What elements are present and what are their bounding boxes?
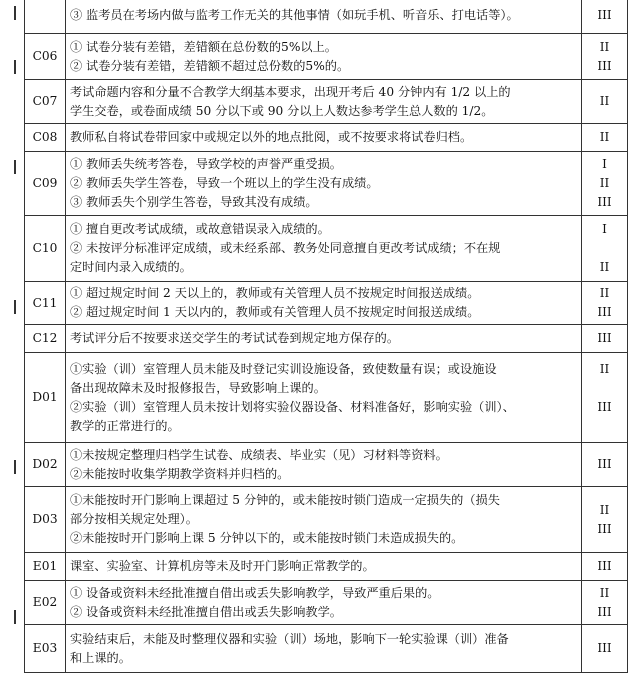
- description-line: 部分按相关规定处理）。: [70, 512, 198, 526]
- item-code: E02: [25, 581, 66, 625]
- item-code: D03: [25, 487, 66, 553]
- severity-level: [582, 553, 628, 581]
- table-row: [25, 80, 628, 124]
- severity-level: [582, 353, 628, 443]
- description-line: ① 设备或资料未经批准擅自借出或丢失影响教学，导致严重后果的。: [70, 585, 440, 600]
- level-mark: [582, 379, 627, 398]
- description-line: ② 试卷分装有差错，差错额不超过总份数的5%的。: [70, 58, 350, 73]
- description-line: ②未能按时开门影响上课 5 分钟以下的，或未能按时锁门未造成损失的。: [70, 531, 464, 545]
- item-description: [66, 34, 582, 80]
- level-mark: III: [597, 305, 612, 319]
- description-line: 学生交卷，或卷面成绩 50 分以下或 90 分以上人数达参考学生总人数的 1/2。: [70, 103, 494, 118]
- description-line: 教学的正常进行的。: [70, 418, 180, 433]
- level-mark: III: [597, 457, 612, 471]
- item-description: [66, 325, 582, 353]
- item-description: [66, 152, 582, 216]
- page-edge-marks: [14, 0, 16, 668]
- item-description: [66, 216, 582, 282]
- item-description: [66, 80, 582, 124]
- table-row: [25, 353, 628, 443]
- item-code: C11: [25, 282, 66, 325]
- description-line: ② 超过规定时间 1 天以内的，教师或有关管理人员不按规定时间报送成绩。: [70, 305, 480, 319]
- item-code: [25, 0, 66, 34]
- severity-level: [582, 581, 628, 625]
- item-code: C10: [25, 216, 66, 282]
- item-code: C07: [25, 80, 66, 124]
- item-description: [66, 625, 582, 673]
- level-mark: III: [597, 58, 612, 73]
- item-description: [66, 443, 582, 487]
- description-line: ③ 监考员在考场内做与监考工作无关的其他事情（如玩手机、听音乐、打电话等）。: [70, 7, 519, 22]
- description-line: ① 超过规定时间 2 天以上的，教师或有关管理人员不按规定时间报送成绩。: [70, 286, 480, 300]
- item-code: C08: [25, 124, 66, 152]
- level-mark: II: [599, 502, 610, 517]
- level-mark: [582, 239, 627, 258]
- description-line: 考试评分后不按要求送交学生的考试试卷到规定地方保存的。: [70, 331, 400, 345]
- description-line: 教师私自将试卷带回家中或规定以外的地点批阅，或不按要求将试卷归档。: [70, 130, 473, 144]
- level-mark: III: [597, 604, 612, 619]
- level-mark: II: [599, 286, 610, 300]
- item-code: E01: [25, 553, 66, 581]
- level-mark: II: [599, 130, 610, 144]
- item-description: [66, 124, 582, 152]
- description-line: 实验结束后，未能及时整理仪器和实验（训）场地，影响下一轮实验课（训）准备: [70, 631, 509, 646]
- description-line: ①未按规定整理归档学生试卷、成绩表、毕业实（见）习材料等资料。: [70, 447, 448, 462]
- level-mark: III: [597, 195, 612, 209]
- table-row: [25, 625, 628, 673]
- item-code: C09: [25, 152, 66, 216]
- description-line: ① 教师丢失统考答卷，导致学校的声誉严重受损。: [70, 157, 342, 171]
- description-line: ① 试卷分装有差错，差错额在总份数的5%以上。: [70, 39, 337, 54]
- item-description: [66, 282, 582, 325]
- table-row: [25, 124, 628, 152]
- description-line: 考试命题内容和分量不合教学大纲基本要求，出现开考后 40 分钟内有 1/2 以上的: [70, 84, 511, 99]
- description-line: ②未能按时收集学期教学资料并归档的。: [70, 466, 290, 481]
- level-mark: I: [602, 157, 607, 171]
- level-mark: III: [597, 521, 612, 536]
- item-code: E03: [25, 625, 66, 673]
- table-row: [25, 443, 628, 487]
- level-mark: II: [599, 176, 610, 190]
- table-row: [25, 553, 628, 581]
- level-mark: II: [599, 585, 610, 600]
- table-row: [25, 581, 628, 625]
- severity-level: [582, 443, 628, 487]
- description-line: ②实验（训）室管理人员未按计划将实验仪器设备、材料准备好，影响实验（训）、: [70, 399, 515, 414]
- table-row: [25, 487, 628, 553]
- level-mark: I: [602, 222, 607, 236]
- description-line: ② 未按评分标准评定成绩，或未经系部、教务处同意擅自更改考试成绩；不在规: [70, 241, 501, 255]
- severity-level: [582, 282, 628, 325]
- description-line: 和上课的。: [70, 650, 131, 665]
- severity-level: [582, 625, 628, 673]
- level-mark: II: [599, 260, 610, 274]
- severity-level: [582, 325, 628, 353]
- table-row: [25, 282, 628, 325]
- item-description: [66, 0, 582, 34]
- severity-level: [582, 0, 628, 34]
- severity-level: [582, 80, 628, 124]
- table-row: [25, 34, 628, 80]
- severity-level: [582, 124, 628, 152]
- item-description: [66, 553, 582, 581]
- item-description: [66, 487, 582, 553]
- table-row: [25, 0, 628, 34]
- level-mark: [582, 417, 627, 436]
- description-line: 课室、实验室、计算机房等未及时开门影响正常教学的。: [70, 559, 375, 573]
- level-mark: II: [599, 94, 610, 108]
- level-mark: III: [597, 7, 612, 22]
- description-line: ② 设备或资料未经批准擅自借出或丢失影响教学。: [70, 604, 342, 619]
- level-mark: III: [597, 641, 612, 655]
- item-code: D01: [25, 353, 66, 443]
- severity-level: [582, 152, 628, 216]
- description-line: ③ 教师丢失个别学生答卷，导致其没有成绩。: [70, 195, 318, 209]
- description-line: ① 擅自更改考试成绩，或故意错误录入成绩的。: [70, 222, 330, 236]
- level-mark: III: [597, 559, 612, 573]
- severity-level: [582, 216, 628, 282]
- table-row: [25, 325, 628, 353]
- level-mark: III: [597, 399, 612, 414]
- severity-level: [582, 487, 628, 553]
- description-line: ② 教师丢失学生答卷，导致一个班以上的学生没有成绩。: [70, 176, 379, 190]
- table-row: [25, 216, 628, 282]
- violation-table: [24, 0, 628, 673]
- severity-level: [582, 34, 628, 80]
- table-row: [25, 152, 628, 216]
- level-mark: II: [599, 361, 610, 376]
- item-description: [66, 581, 582, 625]
- item-code: C12: [25, 325, 66, 353]
- description-line: 备出现故障未及时报修报告，导致影响上课的。: [70, 380, 326, 395]
- item-code: C06: [25, 34, 66, 80]
- description-line: ①未能按时开门影响上课超过 5 分钟的，或未能按时锁门造成一定损失的（损失: [70, 493, 500, 507]
- description-line: 定时间内录入成绩的。: [70, 260, 192, 274]
- level-mark: II: [599, 39, 610, 54]
- level-mark: III: [597, 331, 612, 345]
- description-line: ①实验（训）室管理人员未能及时登记实训设施设备，致使数量有误；或设施设: [70, 361, 497, 376]
- item-code: D02: [25, 443, 66, 487]
- item-description: [66, 353, 582, 443]
